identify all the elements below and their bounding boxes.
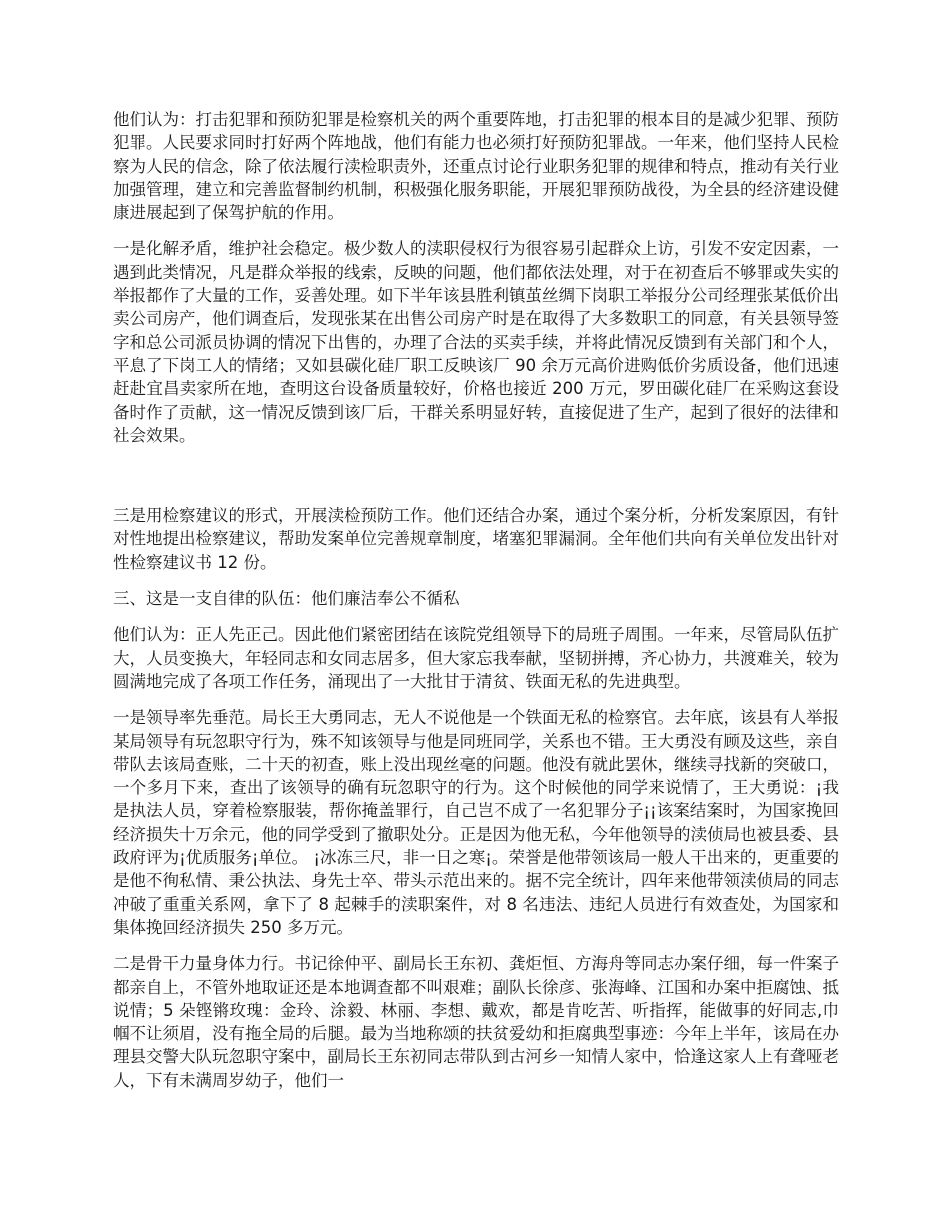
paragraph-crime-prevention-intro: 他们认为：打击犯罪和预防犯罪是检察机关的两个重要阵地，打击犯罪的根本目的是减少犯罪、预防犯罪。人民要求同时打好两个阵地战，他们有能力也必须打好预防犯罪战。一年来，他们坚持人民检察为人民的信念，除了依法履行渎检职责外，还重点讨论行业职务犯罪的规律和特点，推动有关行业加强管理，建立和完善监督制约机制，积极强化服务职能，开展犯罪预防战役，为全县的经济建设健康进展起到了保驾护航的作用。: [113, 110, 839, 223]
paragraph-procuratorial-suggestions: 三是用检察建议的形式，开展渎检预防工作。他们还结合办案，通过个案分析，分析发案原因，有针对性地提出检察建议，帮助发案单位完善规章制度，堵塞犯罪漏洞。全年他们共向有关单位发出针对性检察建议书 12 份。: [113, 506, 839, 572]
document-body: [113, 108, 839, 1105]
paragraph-lead-by-example-intro: 他们认为：正人先正己。因此他们紧密团结在该院党组领导下的局班子周围。一年来，尽管局队伍扩大，人员变换大，年轻同志和女同志居多，但大家忘我奉献，坚韧拼搏，齐心协力，共渡难关，较为圆满地完成了各项工作任务，涌现出了一大批甘于清贫、铁面无私的先进典型。: [113, 625, 839, 691]
paragraph-resolve-conflicts: 一是化解矛盾，维护社会稳定。极少数人的渎职侵权行为很容易引起群众上访，引发不安定因素，一遇到此类情况，凡是群众举报的线索，反映的问题，他们都依法处理，对于在初查后不够罪或失实的举报都作了大量的工作，妥善处理。如下半年该县胜利镇茧丝绸下岗职工举报分公司经理张某低价出卖公司房产，他们调查后，发现张某在出售公司房产时是在取得了大多数职工的同意，有关县领导签字和总公司派员协调的情况下出售的，办理了合法的买卖手续，并将此情况反馈到有关部门和个人，平息了下岗工人的情绪；又如县碳化硅厂职工反映该厂 90 余万元高价进购低价劣质设备，他们迅速赶赴宜昌卖家所在地，查明这台设备质量较好，价格也接近 200 万元，罗田碳化硅厂在采购这套设备时作了贡献，这一情况反馈到该厂后，干群关系明显好转，直接促进了生产，起到了很好的法律和社会效果。: [113, 239, 839, 445]
paragraph-leadership-example: 一是领导率先垂范。局长王大勇同志，无人不说他是一个铁面无私的检察官。去年底，该县有人举报某局领导有玩忽职守行为，殊不知该领导与他是同班同学，关系也不错。王大勇没有顾及这些，亲自带队去该局查账，二十天的初查，账上没出现丝毫的问题。他没有就此罢休，继续寻找新的突破口，一个多月下来，查出了该领导的确有玩忽职守的行为。这个时候他的同学来说情了，王大勇说：¡我是执法人员，穿着检察服装，帮你掩盖罪行，自己岂不成了一名犯罪分子¡¡该案结案时，为国家挽回经济损失十万余元，他的同学受到了撤职处分。正是因为他无私，今年他领导的渎侦局也被县委、县政府评为¡优质服务¡单位。 ¡冰冻三尺，非一日之寒¡。荣誉是他带领该局一般人干出来的，更重要的是他不徇私情、秉公执法、身先士卒、带头示范出来的。据不完全统计，四年来他带领渎侦局的同志冲破了重重关系网，拿下了 8 起棘手的渎职案件，对 8 名违法、违纪人员进行有效查处，为国家和集体挽回经济损失 250 多万元。: [113, 708, 839, 937]
blank-gap: [113, 460, 839, 504]
paragraph-backbone-staff: 二是骨干力量身体力行。书记徐仲平、副局长王东初、龚炬恒、方海舟等同志办案仔细，每一件案子都亲自上，不管外地取证还是本地调查都不叫艰难；副队长徐彦、张海峰、江国和办案中拒腐蚀、抵说情；5 朵铿锵玫瑰：金玲、涂毅、林丽、李想、戴欢，都是肯吃苦、听指挥，能做事的好同志,巾帼不让须眉，没有拖全局的后腿。最为当地称颂的扶贫爱幼和拒腐典型事迹：今年上半年，该局在办理县交警大队玩忽职守案中，副局长王东初同志带队到古河乡一知情人家中，恰逢这家人上有聋哑老人，下有未满周岁幼子，他们一: [113, 954, 839, 1090]
section-heading-self-discipline: 三、这是一支自律的队伍：他们廉洁奉公不循私: [113, 589, 460, 609]
